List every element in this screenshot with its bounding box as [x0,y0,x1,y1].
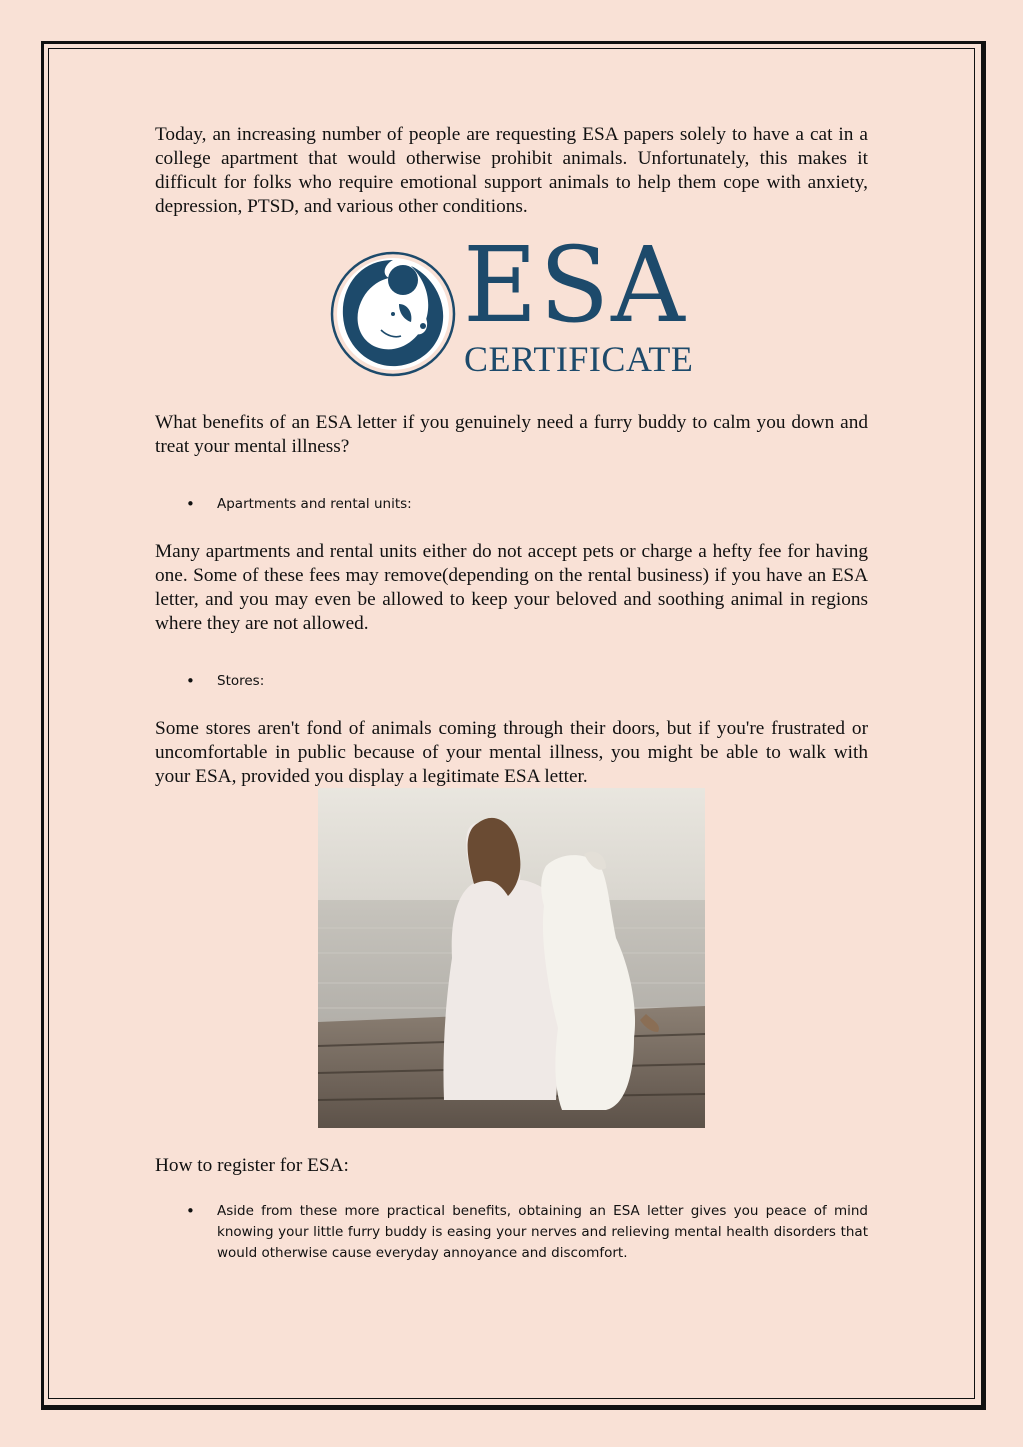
stores-paragraph: Some stores aren't fond of animals coming through their doors, but if you're frustrated or uncomfortable in public because of your mental illness, you might be able to walk with your ESA, provided you display a legitimate ESA letter. [155,718,868,787]
bullet-apartments [155,494,868,515]
dog-head-circle-icon [329,250,457,378]
document-body [155,123,868,219]
apartments-paragraph: Many apartments and rental units either do not accept pets or charge a hefty fee for having one. Some of these fees may remove(depending on the rental business) if you have an ESA letter, and you may even be allowed to keep your beloved and soothing animal in regions where they are not allowed. [155,541,868,634]
bullet-stores-label: Stores: [217,673,265,689]
register-heading: How to register for ESA: [155,1155,349,1176]
benefits-question: What benefits of an ESA letter if you genuinely need a furry buddy to calm you down and treat your mental illness? [155,412,868,457]
bullet-dot: • [186,495,195,513]
register-bullet-text: Aside from these more practical benefits, obtaining an ESA letter gives you peace of mind knowing your little furry buddy is easing your nerves and relieving mental health disorders that would otherwise cause everyday annoyance and discomfort. [217,1203,868,1261]
bullet-dot: • [186,672,195,690]
benefits-section [155,411,868,789]
logo-subtitle: CERTIFICATE [464,339,694,379]
intro-paragraph: Today, an increasing number of people are requesting ESA papers solely to have a cat in a college apartment that would otherwise prohibit animals. Unfortunately, this makes it difficult for folks who require emotional support animals to help them cope with anxiety, depression, PTSD, and various other conditions. [155,124,868,217]
bullet-apartments-label: Apartments and rental units: [217,496,412,512]
bullet-stores [155,671,868,692]
register-section [155,1154,868,1264]
esa-certificate-logo [329,224,694,379]
register-bullet [155,1201,868,1264]
logo-wordmark: ESA [463,224,687,346]
bullet-dot: • [186,1202,195,1220]
woman-and-dog-photo [318,788,705,1128]
